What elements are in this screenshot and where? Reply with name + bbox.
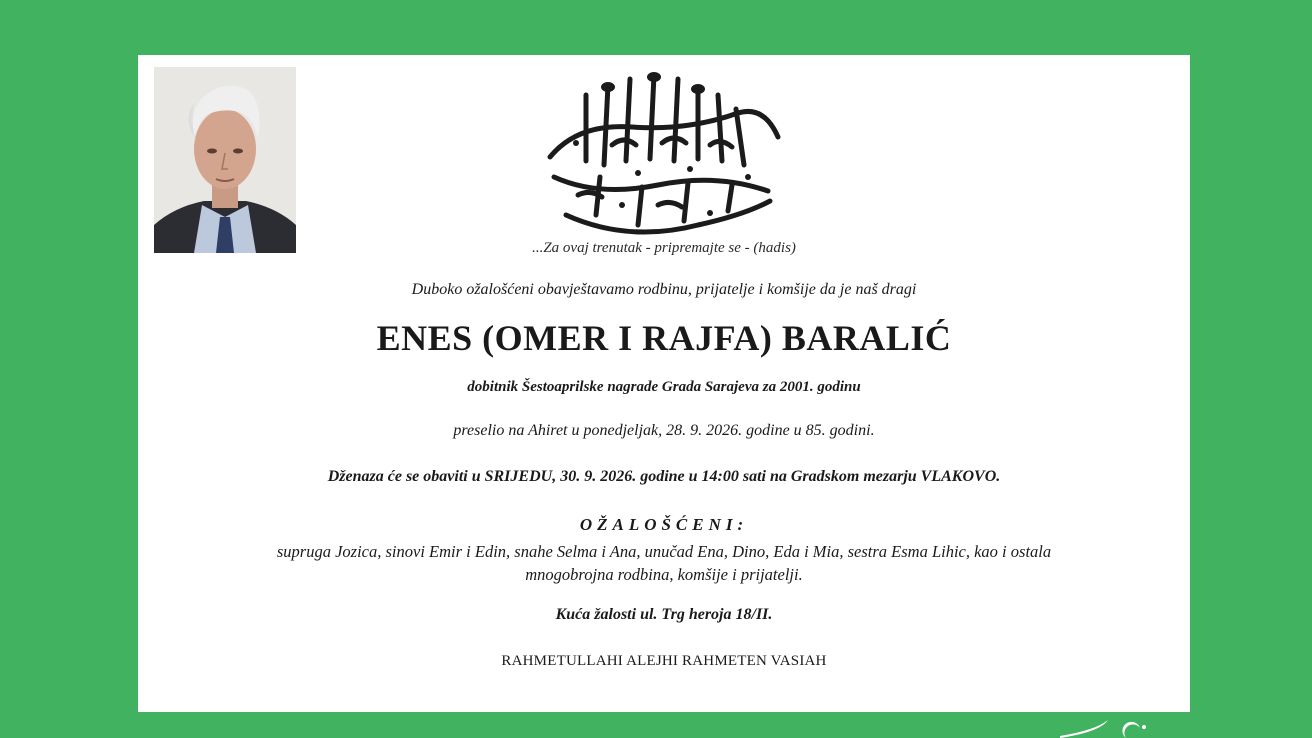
deceased-name: ENES (OMER I RAJFA) BARALIĆ bbox=[376, 318, 952, 358]
mourners-line-1: supruga Jozica, sinovi Emir i Edin, snahe Selma i Ana, unučad Ena, Dino, Eda i Mia, sestra Esma Lihic, kao i ostala bbox=[276, 542, 1052, 561]
mourners-line-2: mnogobrojna rodbina, komšije i prijatelji. bbox=[525, 565, 803, 584]
house-of-mourning: Kuća žalosti ul. Trg heroja 18/II. bbox=[555, 606, 773, 623]
obituary-card bbox=[138, 55, 1190, 712]
closing-prayer: RAHMETULLAHI ALEJHI RAHMETEN VASIAH bbox=[501, 653, 827, 669]
mourners-heading: OŽALOŠĆENI: bbox=[579, 515, 749, 534]
crescent-star-icon bbox=[1060, 718, 1170, 738]
death-date-text: preselio na Ahiret u ponedjeljak, 28. 9. 2026. godine u 85. godini. bbox=[453, 422, 875, 439]
arabic-calligraphy-icon bbox=[538, 65, 786, 245]
hadith-quote: ...Za ovaj trenutak - pripremajte se - (hadis) bbox=[532, 240, 796, 256]
portrait-photo bbox=[154, 67, 296, 253]
funeral-text: Dženaza će se obaviti u SRIJEDU, 30. 9. 2026. godine u 14:00 sati na Gradskom mezarju VLAKOVO. bbox=[327, 468, 1001, 485]
crescent-icon bbox=[598, 0, 702, 40]
award-text: dobitnik Šestoaprilske nagrade Grada Sarajeva za 2001. godinu bbox=[467, 379, 861, 395]
mourners-list bbox=[138, 540, 1190, 586]
intro-text: Duboko ožalošćeni obavještavamo rodbinu, prijatelje i komšije da je naš dragi bbox=[411, 281, 917, 298]
